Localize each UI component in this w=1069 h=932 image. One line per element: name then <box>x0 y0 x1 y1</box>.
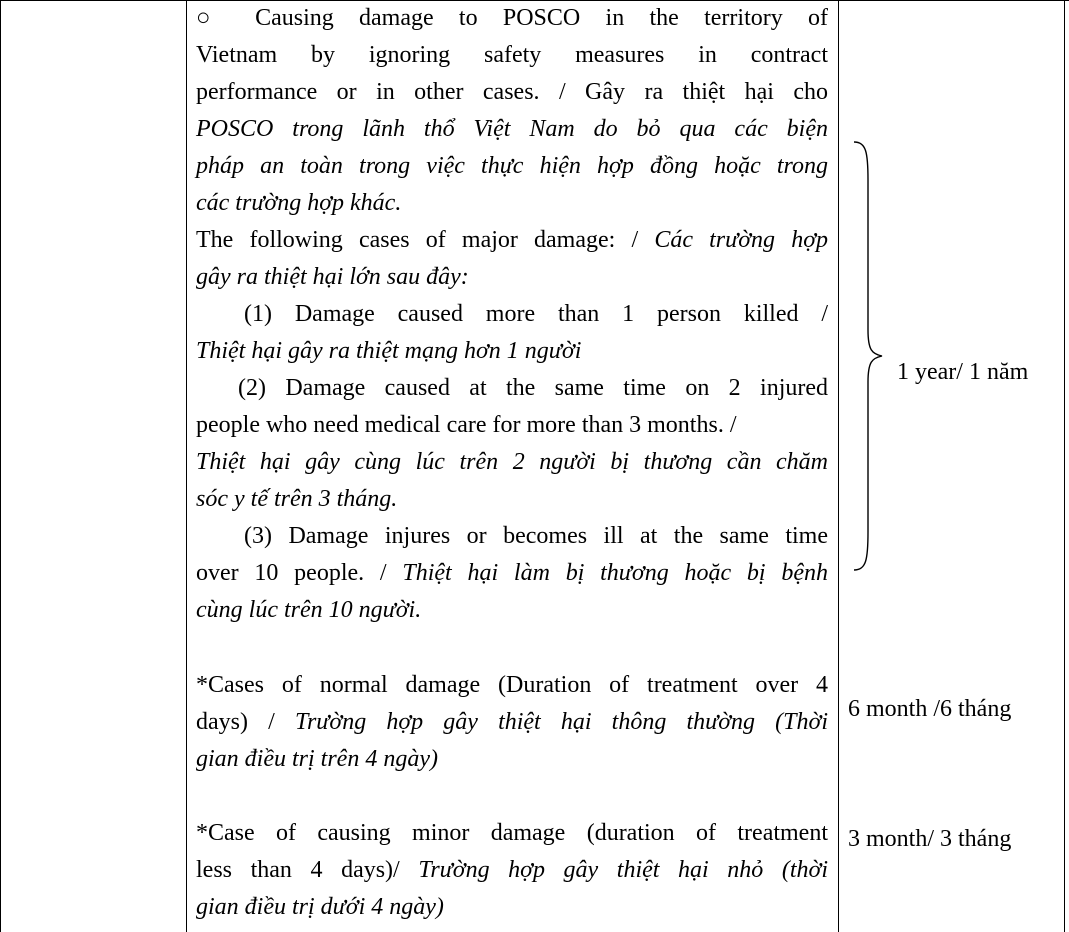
case3-vi-1: Thiệt hại làm bị thương hoặc bị bệnh <box>402 560 828 586</box>
normal-vi-1: Trường hợp gây thiệt hại thông thường (Thời <box>294 709 828 735</box>
case2-en-1: (2) Damage caused at the same time on 2 injured <box>238 375 828 401</box>
case3-en-2: over 10 people. / <box>196 560 403 586</box>
para1-line-6: các trường hợp khác. <box>196 190 402 216</box>
major-period: 1 year/ 1 năm <box>897 359 1029 385</box>
minor-damage-block <box>196 815 828 926</box>
para1-line-1: ○ Causing damage to POSCO in the territory of <box>196 5 828 31</box>
normal-en-2: days) / <box>196 709 295 735</box>
column-divider-2 <box>838 0 839 932</box>
normal-damage-block <box>196 667 828 778</box>
table-left-border <box>0 0 1 932</box>
table-right-border <box>1064 0 1065 932</box>
normal-line-2 <box>196 704 828 741</box>
case2-vi-1: Thiệt hại gây cùng lúc trên 2 người bị thương cần chăm <box>196 449 828 475</box>
minor-line-2 <box>196 852 828 889</box>
normal-en-1: *Cases of normal damage (Duration of treatment over 4 <box>196 672 828 698</box>
curly-brace-icon <box>852 140 886 572</box>
case3-line-2 <box>196 555 828 592</box>
para1-line-3: performance or in other cases. / Gây ra thiệt hại cho <box>196 79 828 105</box>
normal-vi-2: gian điều trị trên 4 ngày) <box>196 746 438 772</box>
case1-en: (1) Damage caused more than 1 person killed / <box>244 301 828 327</box>
case2-en-2: people who need medical care for more than 3 months. / <box>196 412 737 438</box>
column-divider-1 <box>186 0 187 932</box>
minor-period: 3 month/ 3 tháng <box>848 826 1012 852</box>
case1-vi: Thiệt hại gây ra thiệt mạng hơn 1 người <box>196 338 582 364</box>
minor-vi-2: gian điều trị dưới 4 ngày) <box>196 894 444 920</box>
normal-period: 6 month /6 tháng <box>848 696 1012 722</box>
para1-line-2: Vietnam by ignoring safety measures in contract <box>196 42 828 68</box>
case3-vi-2: cùng lúc trên 10 người. <box>196 597 422 623</box>
minor-vi-1: Trường hợp gây thiệt hại nhỏ (thời <box>418 857 828 883</box>
case2-vi-2: sóc y tế trên 3 tháng. <box>196 486 398 512</box>
minor-en-1: *Case of causing minor damage (duration of treatment <box>196 820 828 846</box>
para1-line-4: POSCO trong lãnh thổ Việt Nam do bỏ qua các biện <box>196 116 828 142</box>
main-cell <box>196 0 828 629</box>
case3-en-1: (3) Damage injures or becomes ill at the same time <box>244 523 828 549</box>
major-intro-vi-2: gây ra thiệt hại lớn sau đây: <box>196 264 469 290</box>
para1-line-5: pháp an toàn trong việc thực hiện hợp đồng hoặc trong <box>196 153 828 179</box>
major-intro-line-1 <box>196 222 828 259</box>
minor-en-2: less than 4 days)/ <box>196 857 419 883</box>
major-intro-vi-1: Các trường hợp <box>654 227 828 253</box>
major-intro-en: The following cases of major damage: / <box>196 227 655 253</box>
